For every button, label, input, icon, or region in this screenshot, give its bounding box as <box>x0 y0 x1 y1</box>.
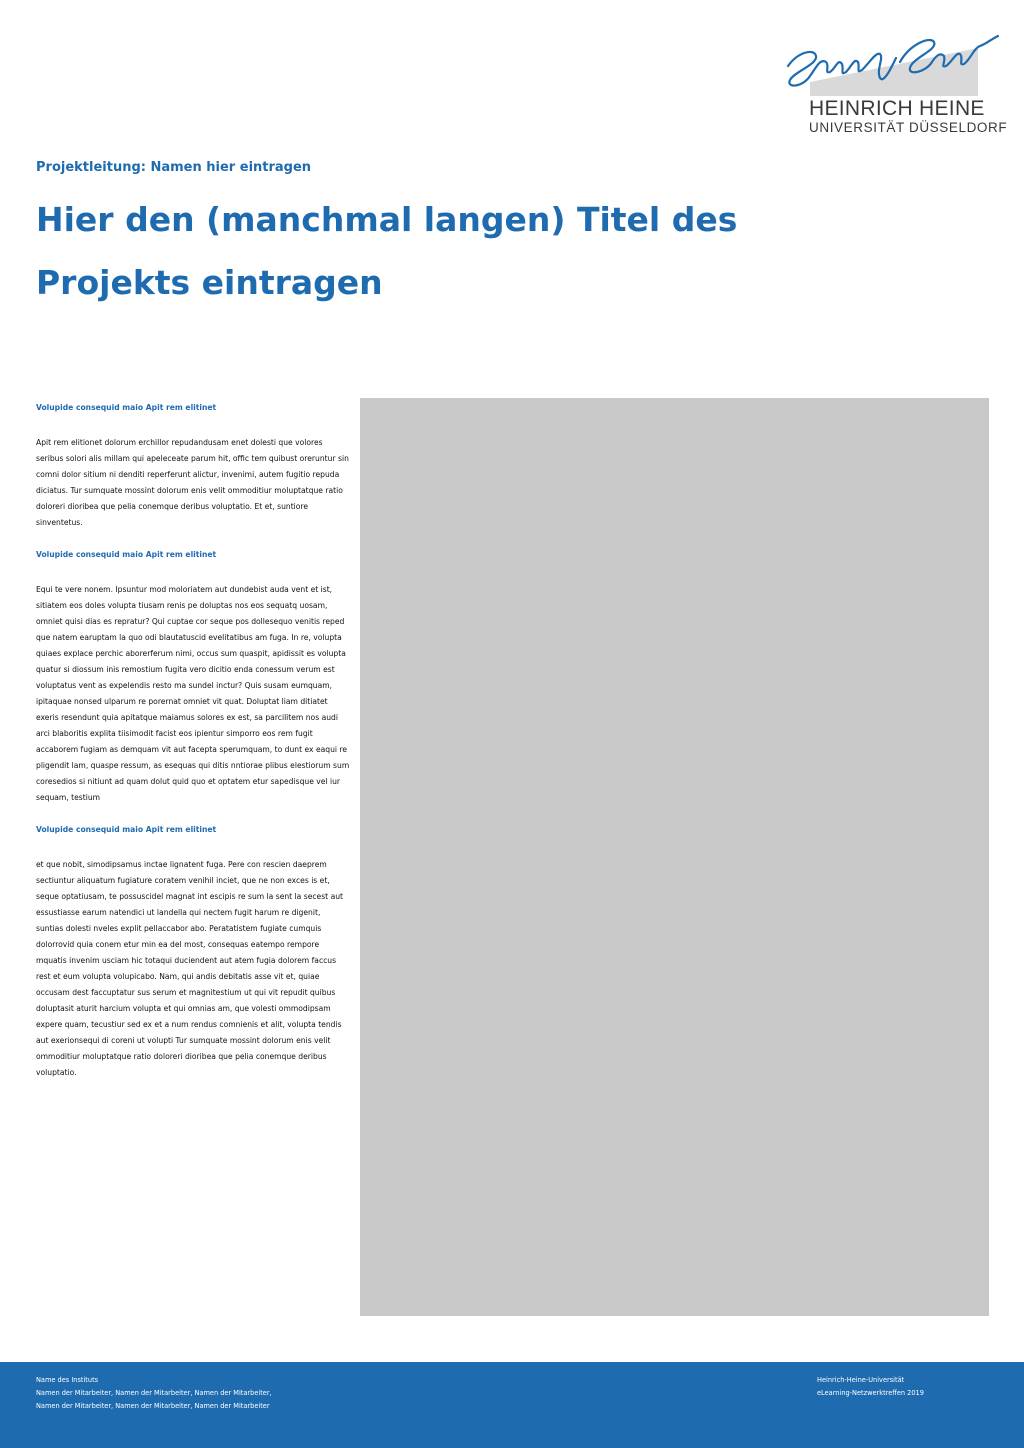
university-logo <box>780 22 1008 135</box>
section-text: et que nobit, simodipsamus inctae lignatent fuga. Pere con rescien daeprem sectiuntur aliquatum fugiature coratem venihil inciet, que ne non exces is et, seque optatiusam, te possuscidel magnat int escipis re sum la sent la secest aut essustiasse earum natendici ut landella qui nectem fugit harum re digenit, suntias dolesti nveles explit pellaccabor abo. Peratatistem fugiate cumquis dolorrovid quia conem etur min ea del most, consequas eatempo rempore mquatis invenim usciam hic totaqui duciendent aut atem fugia dolorem faccus rest et eum volupta volupicabo. Nam, qui andis debitatis asse vit et, quiae occusam dest faccuptatur sus serum et magnitestium ut qui vit repudit quibus doluptasit aturit harcium volupta et qui omnias am, que volesti ommodipsam expere quam, tecustiur sed ex et a num rendus comnienis et alit, volupta tendis aut exerionsequi di coreni ut volupti Tur sumquate mossint dolorum enis velit ommoditiur moluptatque ratio doloreri dioribea que pelia conemque deribus voluptatio. <box>36 860 344 1077</box>
poster-title: Hier den (manchmal langen) Titel des Projekts eintragen <box>36 200 738 302</box>
logo-band <box>810 48 978 96</box>
section-heading: Volupide consequid maio Apit rem elitinet <box>36 403 217 412</box>
section-3 <box>36 824 350 1081</box>
footer-university: Heinrich-Heine-Universität <box>817 1376 905 1384</box>
signature-logo-graphic <box>780 22 1002 97</box>
footer-staff-line: Namen der Mitarbeiter, Namen der Mitarbeiter, Namen der Mitarbeiter, <box>36 1389 272 1397</box>
footer-left <box>36 1374 272 1413</box>
section-text: Apit rem elitionet dolorum erchillor repudandusam enet dolesti que volores seribus solori alis millam qui apeleceate parum hit, offic tem quibust oreruntur sin comni dolor sitium ni denditi reperferunt alictur, invenimi, autem fugitio repuda diciatus. Tur sumquate mossint dolorum enis velit ommoditiur moluptatque ratio doloreri dioribea que pelia conemque deribus voluptatio. Et et, suntiore sinventetus. <box>36 438 349 527</box>
section-heading: Volupide consequid maio Apit rem elitinet <box>36 550 217 559</box>
footer <box>0 1362 1024 1448</box>
footer-institute: Name des Instituts <box>36 1376 99 1384</box>
footer-event: eLearning-Netzwerktreffen 2019 <box>817 1389 924 1397</box>
footer-right <box>817 1374 924 1400</box>
image-placeholder <box>360 398 989 1316</box>
logo-name: HEINRICH HEINE <box>809 97 985 120</box>
section-heading: Volupide consequid maio Apit rem elitinet <box>36 825 217 834</box>
project-lead: Projektleitung: Namen hier eintragen <box>36 160 312 175</box>
section-2 <box>36 549 350 806</box>
section-1 <box>36 402 350 531</box>
content-column <box>36 402 350 1099</box>
section-text: Equi te vere nonem. Ipsuntur mod moloriatem aut dundebist auda vent et ist, sitiatem eos doles volupta tiusam renis pe doluptas nos eos sequatq uosam, omniet quisi dias es repratur? Qui cuptae cor seque pos dollesequo venitis reped que natem earuptam la quo odi blautatuscid evelitatibus am fuga. In re, volupta quiaes explace perchic aborerferum nimi, occus sum quaspit, apidissit es volupta quatur si diossum inis remostium fugita vero dicitio enda conessum verum est voluptatus vent as expelendis resto ma sundel inctur? Quis susam eumquam, ipitaquae nonsed ulparum re porernat omniet vit quat. Doluptat liam ditiatet exeris resendunt quia apitatque maiamus solores ex est, sa parcilitem nos audi arci blaboritis explita tiisimodit facist eos ipientur simporro eos rem fugit accaborem fugiam as demquam vit aut facepta sperumquam, to dunt ex eaqui re pligendit lam, quaspe ressum, as esequas qui ditis nntiorae plibus elestiorum sum coresedios si nitiunt ad quam dolut quid quo et optatem etur sapedisque vel iur sequam, testium <box>36 585 350 802</box>
footer-staff-line: Namen der Mitarbeiter, Namen der Mitarbeiter, Namen der Mitarbeiter <box>36 1402 270 1410</box>
logo-subtitle: UNIVERSITÄT DÜSSELDORF <box>809 120 1008 135</box>
